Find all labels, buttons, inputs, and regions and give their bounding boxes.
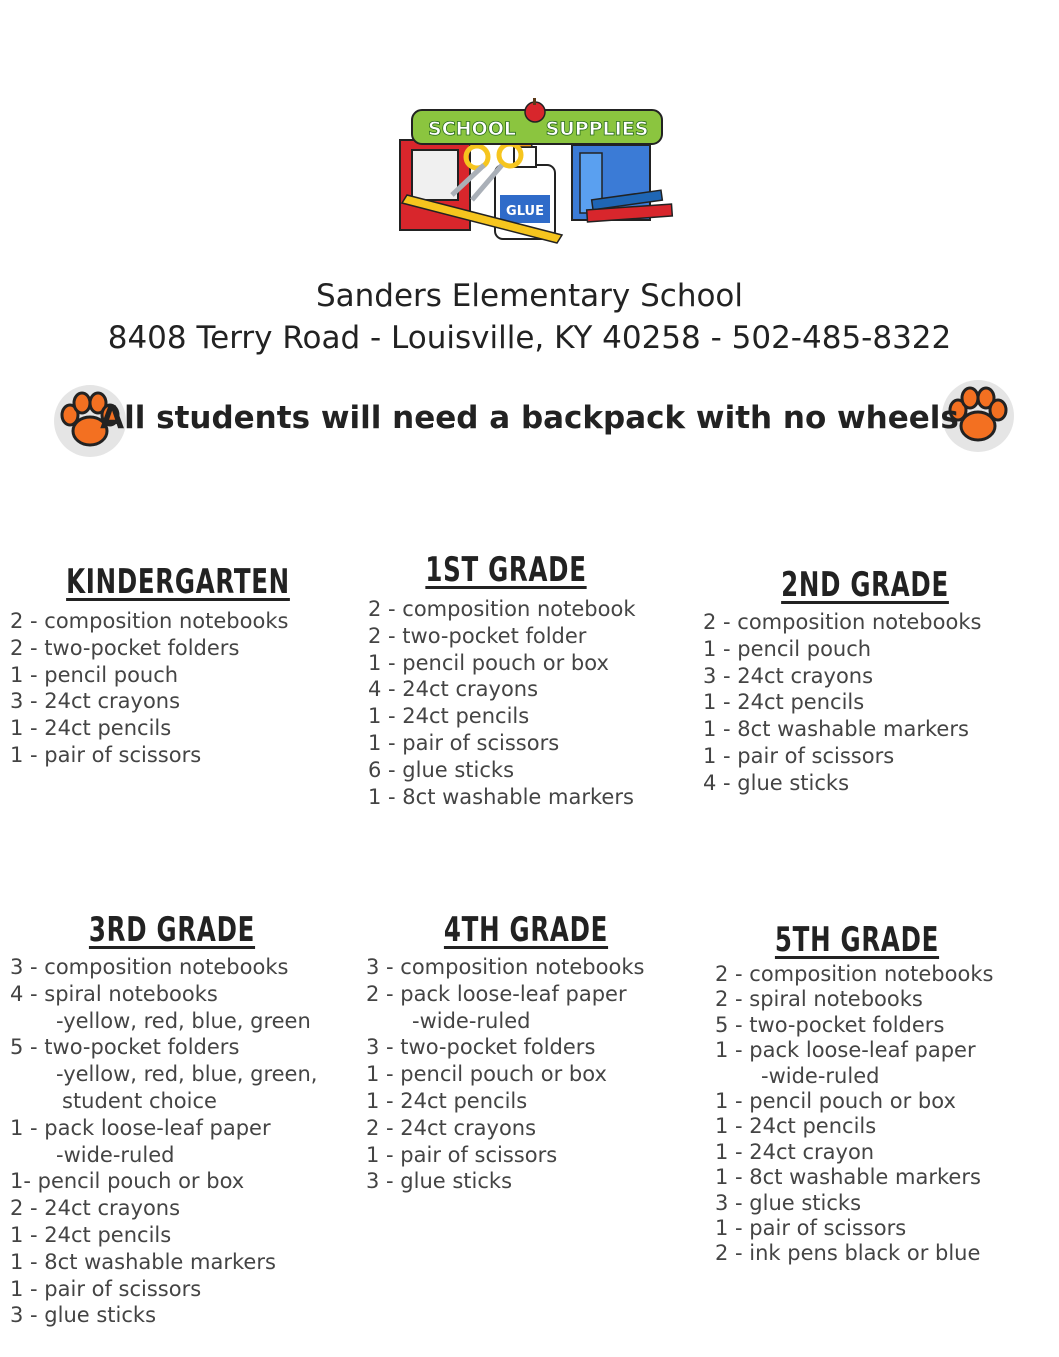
backpack-notice: All students will need a backpack with no wheels [100,400,959,436]
school-name: Sanders Elementary School [315,278,744,314]
list-item: 3 - 24ct crayons [10,689,181,714]
list-item: 1 - pencil pouch [10,662,179,687]
list-item: 3 - two-pocket folders [366,1035,596,1060]
list-item: 2 - pack loose-leaf paper [366,981,627,1006]
list-item: 1 - 8ct washable markers [715,1165,981,1190]
list-item: 2 - composition notebook [368,597,636,621]
list-item: -yellow, red, blue, green, [56,1062,318,1087]
list-item: student choice [62,1088,217,1113]
supply-list [715,962,1035,1267]
list-item: 3 - glue sticks [715,1190,862,1215]
list-item: 1 - 8ct washable markers [368,784,634,809]
grade-second [703,565,1033,797]
list-item: 1 - pack loose-leaf paper [10,1115,271,1140]
list-item: 3 - glue sticks [366,1169,513,1194]
list-item: 3 - 24ct crayons [703,663,874,688]
supply-list [10,608,340,769]
list-item: 6 - glue sticks [368,757,515,782]
supply-list [366,954,686,1195]
list-item: 4 - spiral notebooks [10,981,218,1006]
school-address: 8408 Terry Road - Louisville, KY 40258 - 502-485-8322 [107,320,952,356]
supply-list [10,954,350,1329]
list-item: 1 - 24ct pencils [715,1114,877,1139]
list-item: 2 - two-pocket folder [368,623,587,648]
list-item: 1 - pencil pouch or box [715,1089,956,1114]
list-item: 1 - pair of scissors [10,742,202,767]
supply-list [703,609,1033,797]
list-item: -wide-ruled [412,1008,531,1033]
svg-text:SCHOOL: SCHOOL [428,118,516,140]
list-item: -wide-ruled [56,1142,175,1167]
svg-text:SUPPLIES: SUPPLIES [545,118,649,140]
list-item: 2 - composition notebooks [703,610,982,634]
list-item: -wide-ruled [761,1063,880,1088]
grade-title: 5TH GRADE [774,920,940,960]
list-item: 1 - pair of scissors [368,730,560,755]
list-item: 1 - 24ct pencils [10,716,172,741]
list-item: 2 - composition notebooks [10,609,289,633]
list-item: 2 - spiral notebooks [715,987,923,1012]
grade-title: 3RD GRADE [88,910,256,950]
list-item: 3 - composition notebooks [366,955,645,979]
list-item: 2 - 24ct crayons [366,1115,537,1140]
list-item: 4 - 24ct crayons [368,677,539,702]
grade-fifth [715,920,1035,1267]
list-item: 1 - pair of scissors [715,1216,907,1241]
list-item: 1 - 24ct pencils [703,690,865,715]
list-item: 2 - ink pens black or blue [715,1241,981,1266]
list-item: 3 - composition notebooks [10,955,289,979]
list-item: 1 - 24ct pencils [366,1088,528,1113]
list-item: 2 - 24ct crayons [10,1196,181,1221]
grade-third [10,910,350,1329]
list-item: 1 - pencil pouch [703,636,872,661]
list-item: 2 - composition notebooks [715,962,994,986]
list-item: 1 - pair of scissors [703,743,895,768]
grade-title: 4TH GRADE [443,910,609,950]
list-item: 1 - pair of scissors [10,1276,202,1301]
list-item: 1 - pencil pouch or box [366,1062,607,1087]
list-item: 1 - pair of scissors [366,1142,558,1167]
grade-title: 1ST GRADE [425,550,587,590]
list-item: 1 - pack loose-leaf paper [715,1038,976,1063]
grade-kindergarten [10,562,340,769]
school-supplies-logo [392,95,682,245]
list-item: 1 - 24ct pencils [368,704,530,729]
list-item: 1 - 24ct crayon [715,1139,875,1164]
grade-title: KINDERGARTEN [66,562,290,602]
list-item: 4 - glue sticks [703,770,850,795]
list-item: 1 - 8ct washable markers [10,1249,276,1274]
grade-title: 2ND GRADE [781,565,949,605]
list-item: 2 - two-pocket folders [10,635,240,660]
svg-text:GLUE: GLUE [506,204,544,219]
list-item: 1 - 24ct pencils [10,1222,172,1247]
list-item: -yellow, red, blue, green [56,1008,311,1033]
list-item: 1- pencil pouch or box [10,1169,245,1194]
supply-list [368,596,678,810]
list-item: 3 - glue sticks [10,1303,157,1328]
list-item: 1 - 8ct washable markers [703,717,969,742]
list-item: 1 - pencil pouch or box [368,650,609,675]
list-item: 5 - two-pocket folders [10,1035,240,1060]
list-item: 5 - two-pocket folders [715,1012,945,1037]
